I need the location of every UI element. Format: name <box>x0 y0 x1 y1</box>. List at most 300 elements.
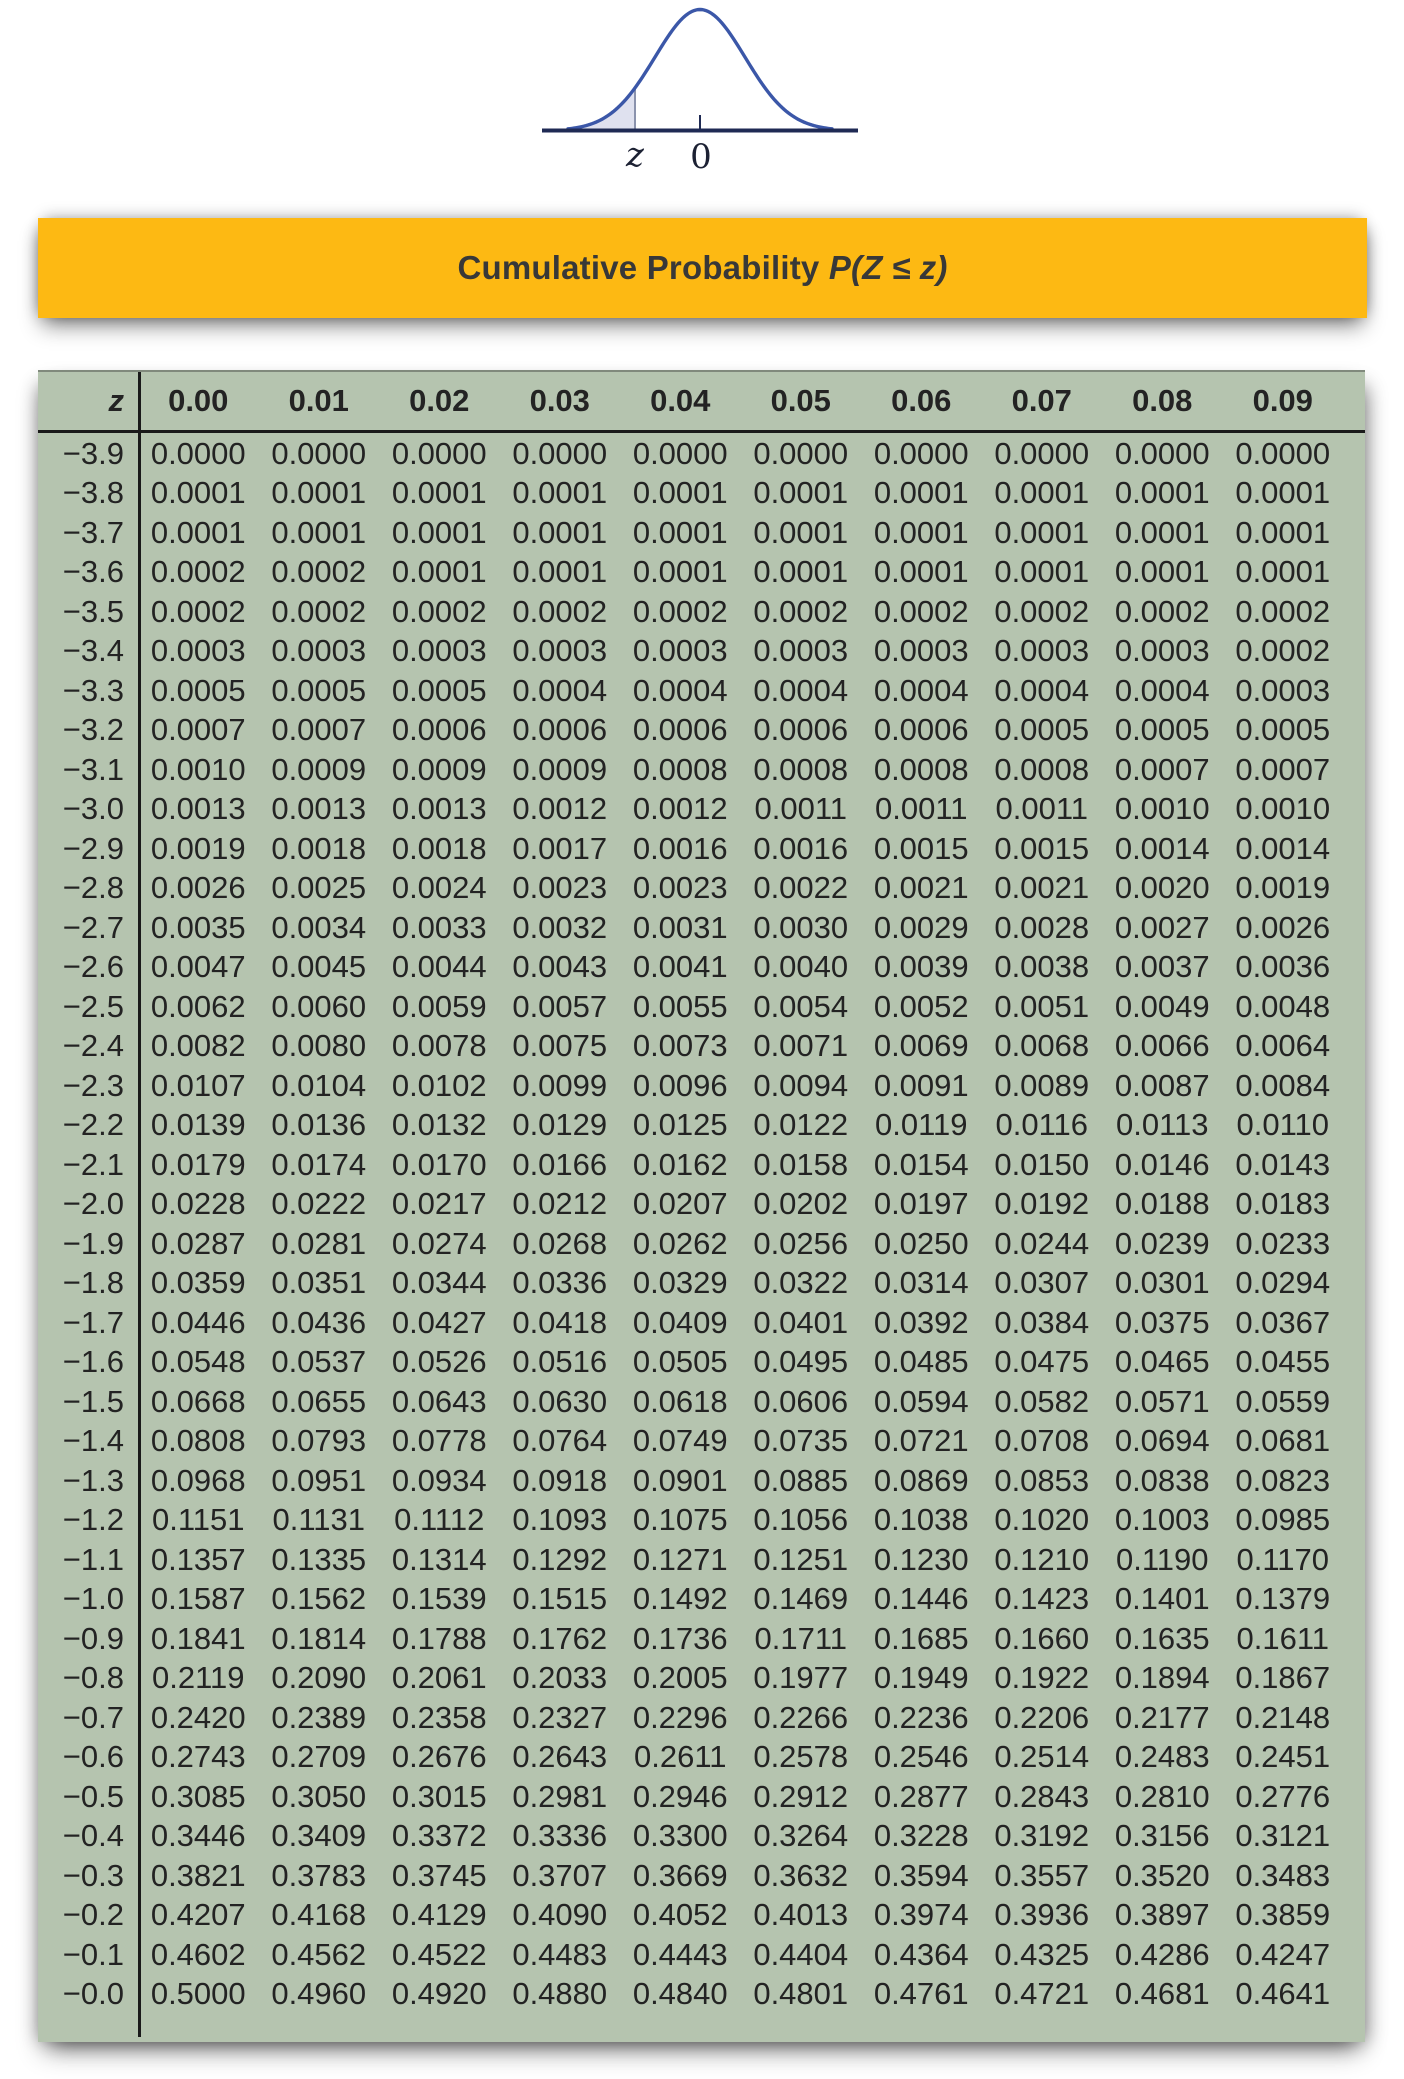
z-cell: −3.2 <box>62 712 124 748</box>
value-cell: 0.0001 <box>512 554 608 590</box>
value-cell: 0.0307 <box>994 1265 1090 1301</box>
value-cell: 0.4364 <box>873 1936 969 1972</box>
value-cell: 0.0001 <box>150 514 246 550</box>
value-cell: 0.0281 <box>271 1225 367 1261</box>
value-cells <box>138 475 1365 511</box>
z-axis-label: z <box>626 135 644 175</box>
z-cell: −3.1 <box>62 751 124 787</box>
value-cell: 0.0003 <box>753 633 849 669</box>
value-cell: 0.0006 <box>632 712 728 748</box>
value-cell: 0.0004 <box>632 672 728 708</box>
value-cell: 0.0030 <box>753 909 849 945</box>
value-cell: 0.0268 <box>512 1225 608 1261</box>
value-cell: 0.0559 <box>1235 1383 1331 1419</box>
value-cell: 0.0901 <box>632 1462 728 1498</box>
value-cell: 0.1020 <box>994 1502 1090 1538</box>
value-cell: 0.0002 <box>391 593 487 629</box>
value-cell: 0.3085 <box>150 1778 246 1814</box>
column-header: 0.09 <box>1252 383 1313 418</box>
value-cell: 0.0183 <box>1235 1186 1331 1222</box>
value-cell: 0.3897 <box>1114 1897 1210 1933</box>
value-cell: 0.1075 <box>632 1502 728 1538</box>
value-cell: 0.0643 <box>391 1383 487 1419</box>
value-cell: 0.0104 <box>271 1067 367 1103</box>
value-cell: 0.0032 <box>512 909 608 945</box>
value-cell: 0.0000 <box>271 435 367 471</box>
value-cell: 0.2236 <box>873 1699 969 1735</box>
value-cell: 0.0005 <box>150 672 246 708</box>
value-cell: 0.0150 <box>994 1146 1090 1182</box>
value-cell: 0.0013 <box>391 791 487 827</box>
value-cell: 0.0001 <box>391 554 487 590</box>
table-row <box>38 632 1365 672</box>
value-cells <box>138 949 1365 985</box>
value-cell: 0.0002 <box>873 593 969 629</box>
value-cell: 0.1112 <box>394 1502 485 1538</box>
value-cell: 0.0019 <box>150 830 246 866</box>
value-cell: 0.4681 <box>1114 1976 1210 2012</box>
value-cell: 0.1335 <box>271 1541 367 1577</box>
z-cell: −1.2 <box>62 1502 124 1538</box>
value-cells <box>138 1858 1365 1894</box>
value-cell: 0.0244 <box>994 1225 1090 1261</box>
table-row <box>38 987 1365 1027</box>
table-row <box>38 1935 1365 1975</box>
value-cell: 0.0294 <box>1235 1265 1331 1301</box>
value-cell: 0.0384 <box>994 1304 1090 1340</box>
value-cells <box>138 1976 1365 2012</box>
value-cell: 0.4801 <box>753 1976 849 2012</box>
value-cell: 0.2611 <box>633 1739 727 1775</box>
value-cell: 0.0002 <box>271 593 367 629</box>
value-cell: 0.0951 <box>271 1462 367 1498</box>
table-body <box>38 433 1365 2014</box>
table-row <box>38 1817 1365 1857</box>
value-cell: 0.2743 <box>150 1739 246 1775</box>
value-cell: 0.0630 <box>512 1383 608 1419</box>
z-cell: −3.7 <box>62 514 124 550</box>
value-cell: 0.1977 <box>753 1660 849 1696</box>
value-cell: 0.0054 <box>753 988 849 1024</box>
value-cell: 0.2676 <box>391 1739 487 1775</box>
value-cell: 0.2810 <box>1114 1778 1210 1814</box>
table-row <box>38 671 1365 711</box>
value-cell: 0.0136 <box>271 1107 367 1143</box>
value-cell: 0.1357 <box>150 1541 246 1577</box>
value-cell: 0.0158 <box>753 1146 849 1182</box>
value-cell: 0.1867 <box>1235 1660 1331 1696</box>
value-cell: 0.0000 <box>994 435 1090 471</box>
z-cell: −0.2 <box>62 1897 124 1933</box>
value-cell: 0.4404 <box>753 1936 849 1972</box>
normal-curve-figure <box>540 0 872 176</box>
table-row <box>38 829 1365 869</box>
z-cell: −0.0 <box>62 1976 124 2012</box>
z-table <box>38 370 1365 2042</box>
value-cell: 0.4721 <box>994 1976 1090 2012</box>
value-cell: 0.0010 <box>150 751 246 787</box>
value-cell: 0.0314 <box>873 1265 969 1301</box>
value-cell: 0.0465 <box>1114 1344 1210 1380</box>
table-row <box>38 1501 1365 1541</box>
value-cell: 0.0179 <box>150 1146 246 1182</box>
value-cell: 0.0051 <box>994 988 1090 1024</box>
column-header: 0.01 <box>288 383 349 418</box>
z-cell: −2.5 <box>62 988 124 1024</box>
value-cell: 0.0029 <box>873 909 969 945</box>
value-cell: 0.0003 <box>391 633 487 669</box>
z-cell: −0.5 <box>62 1778 124 1814</box>
value-cell: 0.2546 <box>873 1739 969 1775</box>
value-cell: 0.0001 <box>1235 514 1331 550</box>
value-cell: 0.0001 <box>1114 554 1210 590</box>
value-cell: 0.2981 <box>512 1778 608 1814</box>
value-cell: 0.0002 <box>150 593 246 629</box>
z-cell: −1.1 <box>62 1541 124 1577</box>
value-cell: 0.3632 <box>753 1857 849 1893</box>
table-row <box>38 869 1365 909</box>
banner-title <box>457 249 947 287</box>
value-cell: 0.4960 <box>271 1976 367 2012</box>
z-cell: −3.4 <box>62 633 124 669</box>
value-cell: 0.3557 <box>994 1857 1090 1893</box>
value-cell: 0.2514 <box>994 1739 1090 1775</box>
z-cell: −1.8 <box>62 1265 124 1301</box>
value-cell: 0.2005 <box>632 1660 728 1696</box>
value-cell: 0.0017 <box>512 830 608 866</box>
value-cell: 0.0885 <box>753 1462 849 1498</box>
value-cell: 0.0475 <box>994 1344 1090 1380</box>
value-cell: 0.1660 <box>994 1620 1090 1656</box>
value-cell: 0.0174 <box>271 1146 367 1182</box>
value-cells <box>138 1700 1365 1736</box>
value-cell: 0.0028 <box>994 909 1090 945</box>
value-cell: 0.0015 <box>873 830 969 866</box>
value-cell: 0.0007 <box>150 712 246 748</box>
value-cell: 0.0033 <box>391 909 487 945</box>
value-cell: 0.4602 <box>150 1936 246 1972</box>
value-cell: 0.0228 <box>150 1186 246 1222</box>
value-cell: 0.0146 <box>1114 1146 1210 1182</box>
value-cell: 0.0005 <box>1235 712 1331 748</box>
z-cell: −2.7 <box>62 909 124 945</box>
value-cell: 0.3336 <box>512 1818 608 1854</box>
value-cell: 0.1515 <box>512 1581 608 1617</box>
value-cell: 0.0197 <box>873 1186 969 1222</box>
value-cell: 0.2358 <box>391 1699 487 1735</box>
value-cell: 0.0005 <box>391 672 487 708</box>
value-cell: 0.4013 <box>753 1897 849 1933</box>
table-row <box>38 1382 1365 1422</box>
value-cell: 0.0749 <box>632 1423 728 1459</box>
value-cell: 0.4052 <box>632 1897 728 1933</box>
value-cell: 0.0005 <box>271 672 367 708</box>
value-cell: 0.0427 <box>391 1304 487 1340</box>
value-cell: 0.4880 <box>512 1976 608 2012</box>
value-cell: 0.2709 <box>271 1739 367 1775</box>
value-cells <box>138 1068 1365 1104</box>
value-cell: 0.2206 <box>994 1699 1090 1735</box>
value-cell: 0.0013 <box>271 791 367 827</box>
value-cell: 0.0087 <box>1114 1067 1210 1103</box>
z-cell: −1.7 <box>62 1304 124 1340</box>
value-cell: 0.0001 <box>1235 475 1331 511</box>
value-cell: 0.0322 <box>753 1265 849 1301</box>
value-cell: 0.0004 <box>873 672 969 708</box>
value-cell: 0.0047 <box>150 949 246 985</box>
value-cell: 0.0170 <box>391 1146 487 1182</box>
value-cell: 0.0002 <box>150 554 246 590</box>
value-cell: 0.4325 <box>994 1936 1090 1972</box>
value-cells <box>138 1897 1365 1933</box>
value-cells <box>138 1344 1365 1380</box>
value-cell: 0.1762 <box>512 1620 608 1656</box>
value-cells <box>138 791 1365 827</box>
value-cell: 0.0014 <box>1235 830 1331 866</box>
value-cell: 0.0668 <box>150 1383 246 1419</box>
value-cell: 0.0516 <box>512 1344 608 1380</box>
shaded-tail-region <box>568 89 635 130</box>
value-cell: 0.1711 <box>754 1620 847 1656</box>
value-cells <box>138 1463 1365 1499</box>
value-cell: 0.0132 <box>391 1107 487 1143</box>
value-cell: 0.1251 <box>753 1541 849 1577</box>
value-cell: 0.0002 <box>1235 633 1331 669</box>
value-cell: 0.0002 <box>994 593 1090 629</box>
value-cell: 0.3121 <box>1235 1818 1331 1854</box>
value-cell: 0.1841 <box>150 1620 246 1656</box>
value-cell: 0.1003 <box>1114 1502 1210 1538</box>
z-cell: −3.3 <box>62 672 124 708</box>
value-cells <box>138 515 1365 551</box>
value-cell: 0.0823 <box>1235 1462 1331 1498</box>
value-cell: 0.0004 <box>994 672 1090 708</box>
value-cells <box>138 1502 1365 1538</box>
value-cells <box>138 1818 1365 1854</box>
table-row <box>38 1185 1365 1225</box>
value-cell: 0.0018 <box>391 830 487 866</box>
table-row <box>38 592 1365 632</box>
value-cell: 0.1292 <box>512 1541 608 1577</box>
value-cell: 0.0113 <box>1115 1107 1209 1143</box>
column-header: 0.03 <box>529 383 590 418</box>
value-cell: 0.4641 <box>1235 1976 1331 2012</box>
column-header: 0.08 <box>1132 383 1193 418</box>
z-cell: −0.1 <box>62 1936 124 1972</box>
value-cell: 0.1210 <box>994 1541 1090 1577</box>
value-cell: 0.0000 <box>753 435 849 471</box>
value-cell: 0.0401 <box>753 1304 849 1340</box>
value-cell: 0.0037 <box>1114 949 1210 985</box>
value-cell: 0.0011 <box>754 791 847 827</box>
value-cell: 0.1539 <box>391 1581 487 1617</box>
value-cell: 0.0035 <box>150 909 246 945</box>
value-cell: 0.0041 <box>632 949 728 985</box>
value-cells <box>138 1265 1365 1301</box>
z-cell: −0.3 <box>62 1857 124 1893</box>
value-cell: 0.0014 <box>1114 830 1210 866</box>
value-cell: 0.0202 <box>753 1186 849 1222</box>
table-row <box>38 434 1365 474</box>
value-cell: 0.0009 <box>512 751 608 787</box>
value-cell: 0.3192 <box>994 1818 1090 1854</box>
value-cells <box>138 1384 1365 1420</box>
value-cell: 0.1170 <box>1236 1541 1329 1577</box>
value-cell: 0.0096 <box>632 1067 728 1103</box>
value-cell: 0.0001 <box>271 475 367 511</box>
value-cell: 0.0031 <box>632 909 728 945</box>
value-cell: 0.2451 <box>1235 1739 1331 1775</box>
table-row <box>38 1896 1365 1936</box>
value-cell: 0.0001 <box>632 475 728 511</box>
value-cell: 0.3936 <box>994 1897 1090 1933</box>
value-cell: 0.0071 <box>753 1028 849 1064</box>
value-cell: 0.0025 <box>271 870 367 906</box>
table-row <box>38 1777 1365 1817</box>
value-cell: 0.0250 <box>873 1225 969 1261</box>
value-cell: 0.3974 <box>873 1897 969 1933</box>
value-cells <box>138 1937 1365 1973</box>
value-cell: 0.0008 <box>753 751 849 787</box>
table-row <box>38 1580 1365 1620</box>
value-cell: 0.0003 <box>271 633 367 669</box>
z-cell: −2.4 <box>62 1028 124 1064</box>
z-cell: −2.8 <box>62 870 124 906</box>
value-cell: 0.0003 <box>150 633 246 669</box>
z-cell: −0.7 <box>62 1699 124 1735</box>
value-cell: 0.0034 <box>271 909 367 945</box>
value-cell: 0.0853 <box>994 1462 1090 1498</box>
z-cell: −1.0 <box>62 1581 124 1617</box>
value-cell: 0.0154 <box>873 1146 969 1182</box>
table-row <box>38 1224 1365 1264</box>
normal-curve <box>568 10 832 129</box>
z-cell: −0.4 <box>62 1818 124 1854</box>
value-cell: 0.0002 <box>1235 593 1331 629</box>
value-cell: 0.0001 <box>632 514 728 550</box>
value-cell: 0.0102 <box>391 1067 487 1103</box>
value-cell: 0.1271 <box>632 1541 728 1577</box>
value-cell: 0.1230 <box>873 1541 969 1577</box>
value-cell: 0.0329 <box>632 1265 728 1301</box>
value-cell: 0.0055 <box>632 988 728 1024</box>
table-row <box>38 1856 1365 1896</box>
value-cell: 0.0110 <box>1236 1107 1329 1143</box>
value-cell: 0.3520 <box>1114 1857 1210 1893</box>
table-row <box>38 711 1365 751</box>
value-cell: 0.0166 <box>512 1146 608 1182</box>
value-cell: 0.0094 <box>753 1067 849 1103</box>
value-cells <box>138 436 1365 472</box>
value-cell: 0.0048 <box>1235 988 1331 1024</box>
value-cell: 0.3707 <box>512 1857 608 1893</box>
column-header: 0.04 <box>650 383 711 418</box>
value-cell: 0.2877 <box>873 1778 969 1814</box>
value-cell: 0.0007 <box>271 712 367 748</box>
value-cell: 0.2389 <box>271 1699 367 1735</box>
value-cell: 0.4090 <box>512 1897 608 1933</box>
z-cell: −1.9 <box>62 1225 124 1261</box>
z-column-header: z <box>108 383 124 418</box>
value-cell: 0.0139 <box>150 1107 246 1143</box>
value-cell: 0.2843 <box>994 1778 1090 1814</box>
value-cell: 0.0073 <box>632 1028 728 1064</box>
value-cell: 0.2912 <box>753 1778 849 1814</box>
value-cell: 0.0207 <box>632 1186 728 1222</box>
value-cell: 0.0023 <box>512 870 608 906</box>
value-cell: 0.0375 <box>1114 1304 1210 1340</box>
value-cell: 0.0003 <box>1114 633 1210 669</box>
value-cell: 0.0001 <box>753 514 849 550</box>
value-cell: 0.0004 <box>512 672 608 708</box>
table-row <box>38 474 1365 514</box>
value-cell: 0.0000 <box>512 435 608 471</box>
value-cell: 0.0793 <box>271 1423 367 1459</box>
value-cell: 0.1093 <box>512 1502 608 1538</box>
value-cell: 0.0287 <box>150 1225 246 1261</box>
value-cell: 0.0026 <box>150 870 246 906</box>
value-cell: 0.1922 <box>994 1660 1090 1696</box>
z-cell: −2.6 <box>62 949 124 985</box>
value-cell: 0.2061 <box>391 1660 487 1696</box>
value-cell: 0.0001 <box>632 554 728 590</box>
table-row <box>38 1975 1365 2015</box>
value-cell: 0.0256 <box>753 1225 849 1261</box>
value-cells <box>138 594 1365 630</box>
value-cell: 0.4247 <box>1235 1936 1331 1972</box>
value-cell: 0.0007 <box>1235 751 1331 787</box>
value-cell: 0.0006 <box>512 712 608 748</box>
value-cell: 0.0001 <box>1114 475 1210 511</box>
value-cells <box>138 1028 1365 1064</box>
value-cell: 0.0721 <box>873 1423 969 1459</box>
value-cell: 0.5000 <box>150 1976 246 2012</box>
value-cell: 0.0080 <box>271 1028 367 1064</box>
value-cell: 0.0002 <box>271 554 367 590</box>
value-cell: 0.2946 <box>632 1778 728 1814</box>
value-cell: 0.0006 <box>753 712 849 748</box>
value-cell: 0.3015 <box>391 1778 487 1814</box>
value-cell: 0.0045 <box>271 949 367 985</box>
value-cell: 0.0107 <box>150 1067 246 1103</box>
value-cell: 0.0446 <box>150 1304 246 1340</box>
value-cell: 0.0000 <box>1114 435 1210 471</box>
table-row <box>38 948 1365 988</box>
value-cell: 0.0075 <box>512 1028 608 1064</box>
value-cell: 0.0001 <box>150 475 246 511</box>
value-cell: 0.3228 <box>873 1818 969 1854</box>
value-cell: 0.0143 <box>1235 1146 1331 1182</box>
value-cell: 0.0655 <box>271 1383 367 1419</box>
value-cell: 0.0007 <box>1114 751 1210 787</box>
value-cell: 0.0485 <box>873 1344 969 1380</box>
value-cell: 0.3156 <box>1114 1818 1210 1854</box>
value-cells <box>138 1423 1365 1459</box>
value-cell: 0.0019 <box>1235 870 1331 906</box>
value-cell: 0.0099 <box>512 1067 608 1103</box>
value-cell: 0.0062 <box>150 988 246 1024</box>
z-cell: −1.3 <box>62 1462 124 1498</box>
value-cell: 0.1469 <box>753 1581 849 1617</box>
value-cell: 0.1446 <box>873 1581 969 1617</box>
value-cell: 0.0011 <box>874 791 968 827</box>
value-cell: 0.0618 <box>632 1383 728 1419</box>
value-cell: 0.0001 <box>512 475 608 511</box>
value-cell: 0.3264 <box>753 1818 849 1854</box>
value-cell: 0.0301 <box>1114 1265 1210 1301</box>
value-cell: 0.4483 <box>512 1936 608 1972</box>
value-cell: 0.0001 <box>873 475 969 511</box>
